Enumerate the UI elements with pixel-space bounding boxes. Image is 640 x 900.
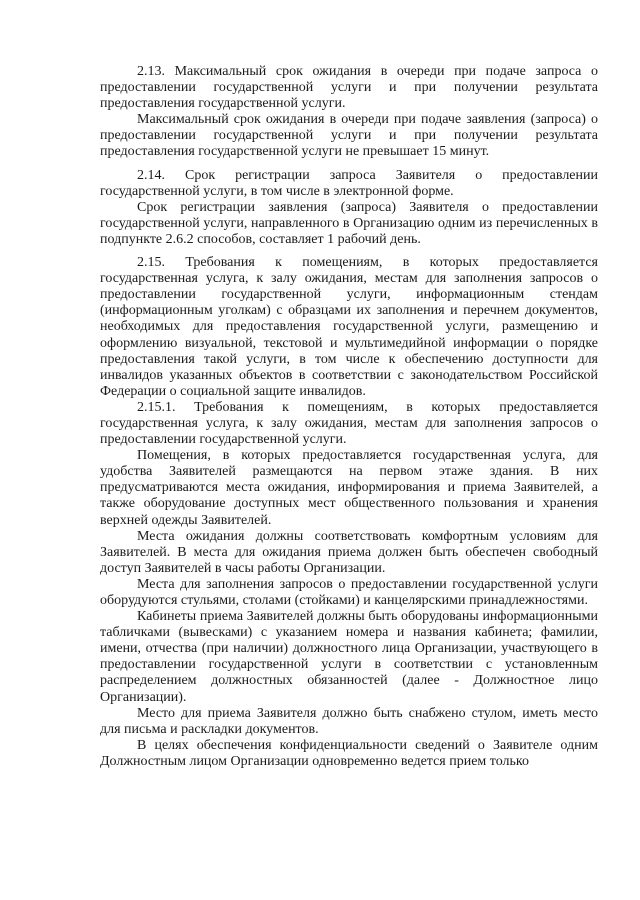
section-2-15-1-heading: 2.15.1. Требования к помещениям, в которых предоставляется государственная услуга, к залу ожидания, местам для заполнения запросов о предоставлении государственной услуги. <box>100 399 598 448</box>
confidentiality-paragraph: В целях обеспечения конфиденциальности сведений о Заявителе одним Должностным лицом Организации одновременно ведется прием только <box>100 737 598 769</box>
section-2-13-body: Максимальный срок ожидания в очереди при подаче заявления (запроса) о предоставлении государственной услуги и при получении результата предоставления государственной услуги не превышает 15 минут. <box>100 112 598 160</box>
reception-offices-paragraph: Кабинеты приема Заявителей должны быть оборудованы информационными табличками (вывесками) с указанием номера и названия кабинета; фамилии, имени, отчества (при наличии) должностного лица Организации, участвующего в предоставлении государственной услуги в соответствии с установленным распределением должностных обязанностей (далее - Должностное лицо Организации). <box>100 609 598 705</box>
section-2-13-heading: 2.13. Максимальный срок ожидания в очереди при подаче запроса о предоставлении государственной услуги и при получении результата предоставления государственной услуги. <box>100 64 598 112</box>
reception-place-paragraph: Место для приема Заявителя должно быть снабжено стулом, иметь место для письма и раскладки документов. <box>100 705 598 737</box>
document-page <box>100 64 598 770</box>
section-2-14-body: Срок регистрации заявления (запроса) Заявителя о предоставлении государственной услуги, направленного в Организацию одним из перечисленных в подпункте 2.6.2 способов, составляет 1 рабочий день. <box>100 199 598 247</box>
section-2-15-heading: 2.15. Требования к помещениям, в которых предоставляется государственная услуга, к залу ожидания, местам для заполнения запросов о предоставлении государственной услуги, информационным стендам (информационным уголкам) с образцами их заполнения и перечнем документов, необходимых для предоставления государственной услуги, размещению и оформлению визуальной, текстовой и мультимедийной информации о порядке предоставления такой услуги, в том числе к обеспечению доступности для инвалидов указанных объектов в соответствии с законодательством Российской Федерации о социальной защите инвалидов. <box>100 255 598 399</box>
section-2-14-heading: 2.14. Срок регистрации запроса Заявителя о предоставлении государственной услуги, в том числе в электронной форме. <box>100 167 598 199</box>
filling-places-paragraph: Места для заполнения запросов о предоставлении государственной услуги оборудуются стульями, столами (стойками) и канцелярскими принадлежностями. <box>100 576 598 608</box>
premises-paragraph: Помещения, в которых предоставляется государственная услуга, для удобства Заявителей размещаются на первом этаже здания. В них предусматриваются места ожидания, информирования и приема Заявителей, а также оборудование доступных мест общественного пользования и хранения верхней одежды Заявителей. <box>100 448 598 528</box>
waiting-places-paragraph: Места ожидания должны соответствовать комфортным условиям для Заявителей. В места для ожидания приема должен быть обеспечен свободный доступ Заявителей в часы работы Организации. <box>100 528 598 576</box>
